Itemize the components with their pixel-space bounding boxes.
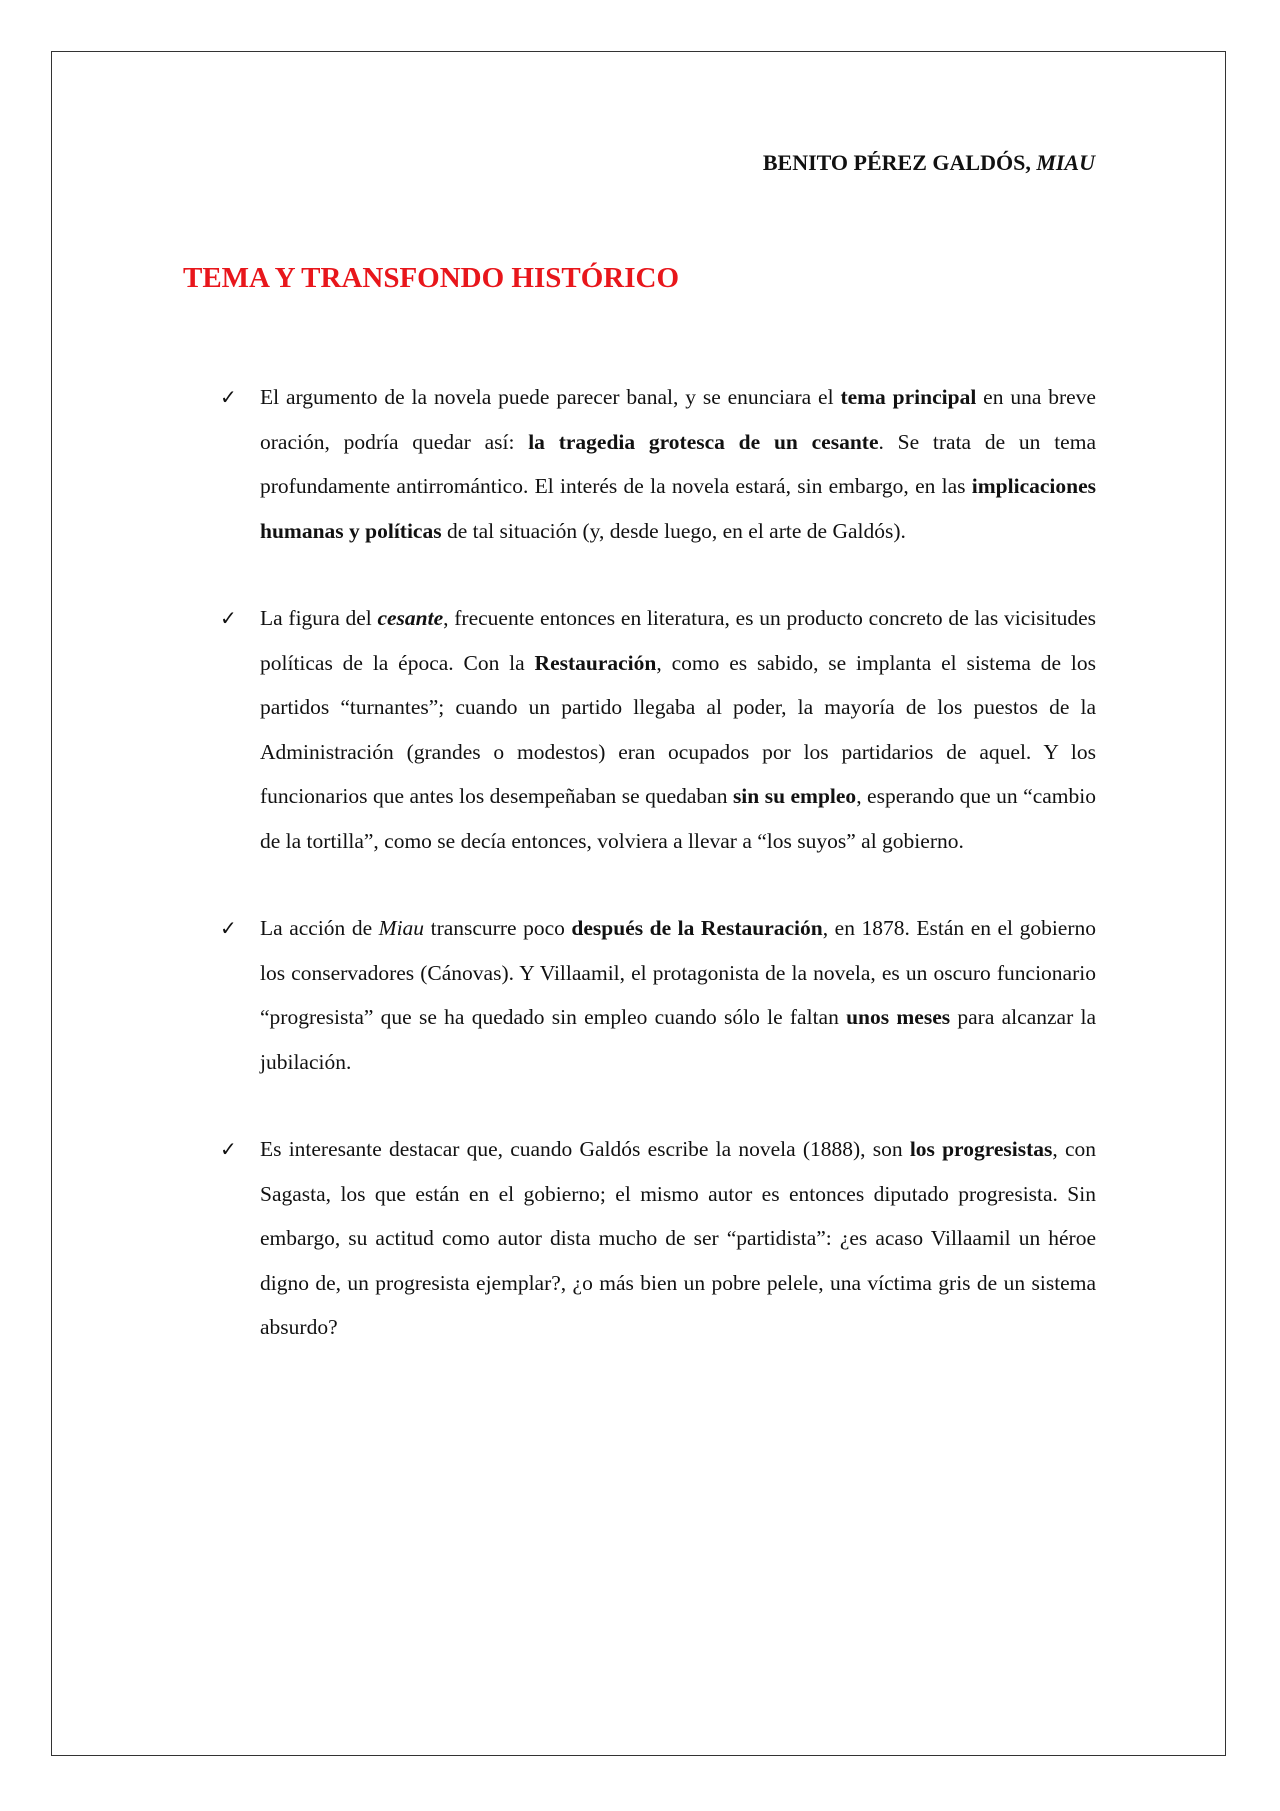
bullet-emphasis: implicaciones humanas y políticas <box>260 474 1096 543</box>
bullet-item-3 <box>220 906 1096 1084</box>
bullet-text: , en 1878. Están en el gobierno los conservadores (Cánovas). Y Villaamil, el protagonista de la novela, es un oscuro funcionario “progresista” que se ha quedado sin empleo cuando sólo le faltan <box>260 916 1096 1029</box>
work-title: MIAU <box>1036 150 1095 175</box>
section-title: TEMA Y TRANSFONDO HISTÓRICO <box>183 262 680 294</box>
bullet-text: de tal situación (y, desde luego, en el arte de Galdós). <box>441 518 906 543</box>
bullet-emphasis: sin su empleo <box>732 784 857 808</box>
document-header <box>200 150 1095 176</box>
bullet-emphasis: la tragedia grotesca de un cesante <box>528 429 879 454</box>
bullet-text: La acción de <box>260 916 379 940</box>
bullet-item-2 <box>220 596 1096 863</box>
header-separator: , <box>1025 150 1037 175</box>
bullet-emphasis: tema principal <box>840 385 977 409</box>
check-icon: ✓ <box>220 1137 237 1161</box>
bullet-item-4 <box>220 1127 1096 1350</box>
bullet-text: , como es sabido, se implanta el sistema de los partidos “turnantes”; cuando un partido llegaba al poder, la mayoría de los puestos de la Administración (grandes o modestos) eran ocupados por los partidarios de aquel. Y los funcionarios que antes los desempeñaban se quedaban <box>260 650 1096 808</box>
bullet-text: transcurre poco <box>424 916 572 940</box>
bullet-emphasis: después de la Restauración <box>571 916 823 940</box>
bullet-item-1 <box>220 375 1096 553</box>
bullet-emphasis-italic: cesante <box>377 606 444 630</box>
bullet-text: para alcanzar la jubilación. <box>260 1005 1097 1074</box>
bullet-emphasis: unos meses <box>846 1005 951 1029</box>
bullet-text: El argumento de la novela puede parecer banal, y se enunciara el <box>260 385 841 409</box>
bullet-text: en una breve oración, podría quedar así: <box>260 385 1096 454</box>
check-icon: ✓ <box>220 916 237 940</box>
bullet-emphasis: Restauración <box>534 650 657 675</box>
bullet-text: , con Sagasta, los que están en el gobierno; el mismo autor es entonces diputado progresista. Sin embargo, su actitud como autor dista mucho de ser “partidista”: ¿es acaso Villaamil un héroe digno de, un progresista ejemplar?, ¿o más bien un pobre pelele, una víctima gris de un sistema absurdo? <box>260 1137 1096 1339</box>
bullet-emphasis: los progresistas <box>909 1137 1053 1161</box>
bullet-text: Es interesante destacar que, cuando Galdós escribe la novela (1888), son <box>260 1137 910 1161</box>
bullet-italic: Miau <box>378 916 425 940</box>
check-icon: ✓ <box>220 606 237 630</box>
bullet-text: , esperando que un “cambio de la tortilla”, como se decía entonces, volviera a llevar a “los suyos” al gobierno. <box>260 784 1096 853</box>
bullet-text: La figura del <box>260 606 378 630</box>
bullet-list <box>220 375 1096 1393</box>
check-icon: ✓ <box>220 385 237 409</box>
author-name: BENITO PÉREZ GALDÓS <box>762 150 1026 175</box>
bullet-text: , frecuente entonces en literatura, es un producto concreto de las vicisitudes políticas de la época. Con la <box>260 606 1096 675</box>
bullet-text: . Se trata de un tema profundamente antirromántico. El interés de la novela estará, sin embargo, en las <box>260 429 1096 498</box>
